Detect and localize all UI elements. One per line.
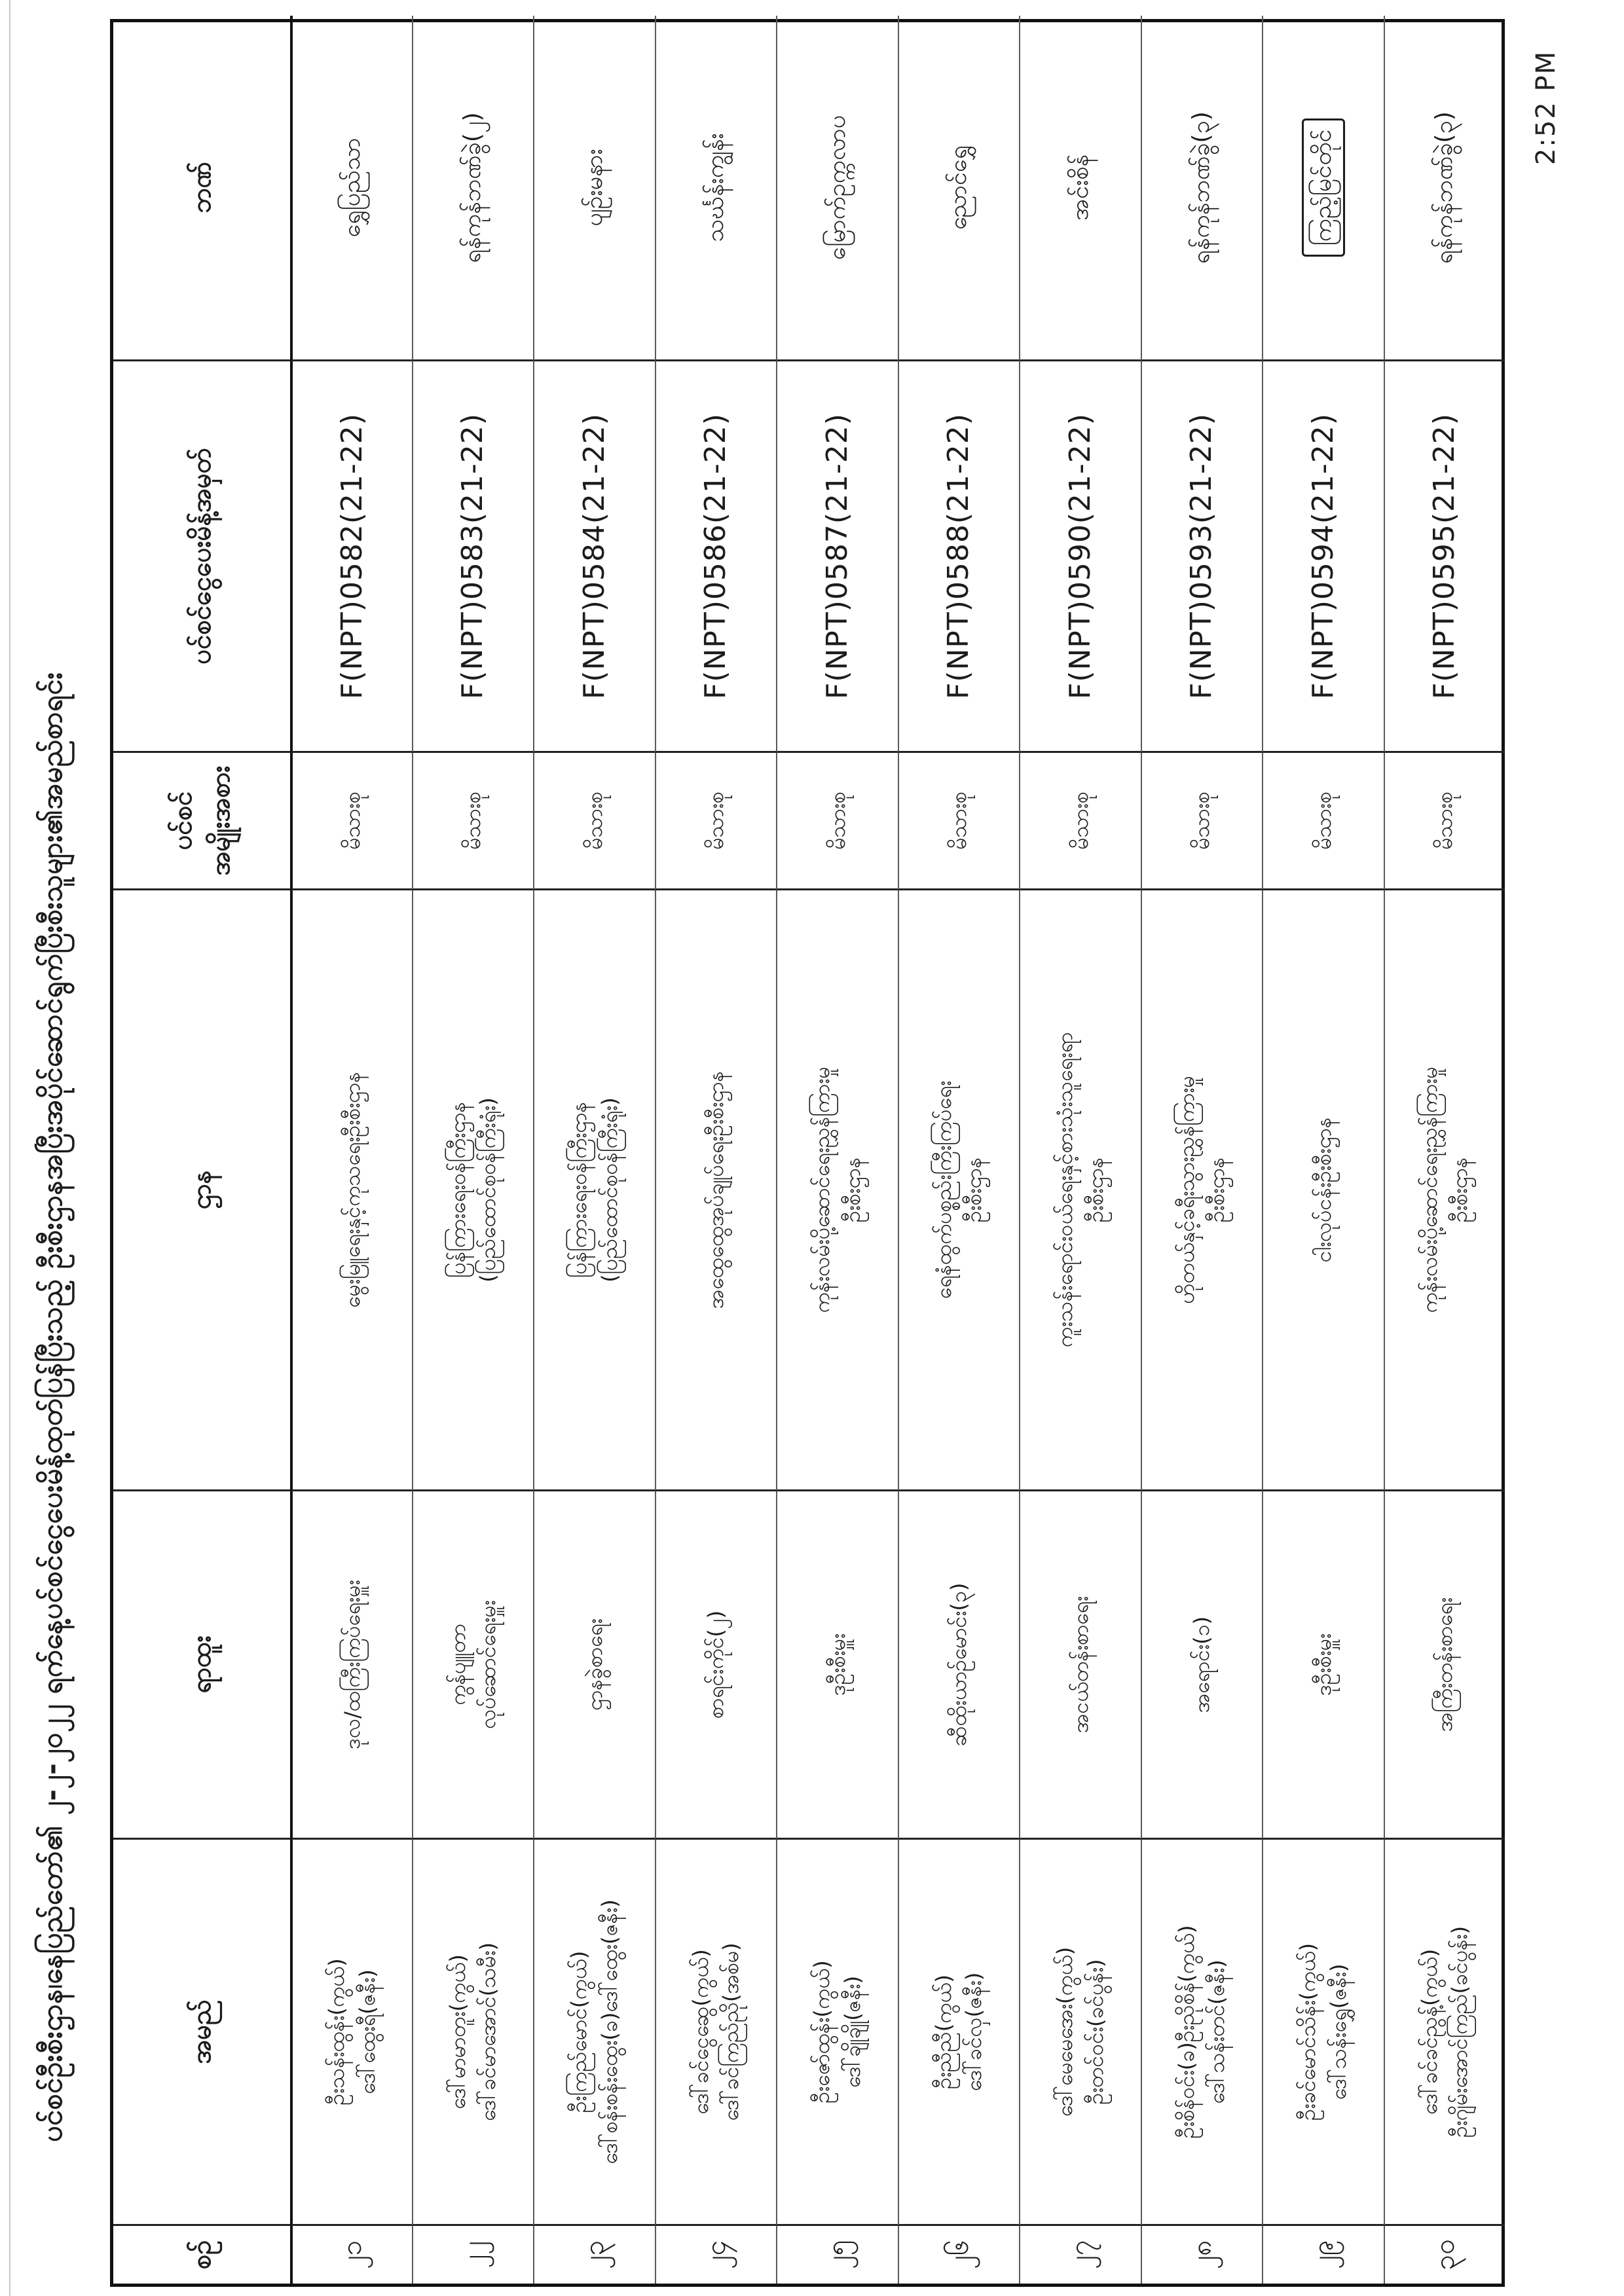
- order-no-value: F(NPT)0590(21-22): [1063, 412, 1097, 700]
- row-name-cell: [1384, 1840, 1505, 2226]
- position-line: အငယ်တန်းစာရေး: [1067, 1595, 1093, 1734]
- row-serial: [412, 2226, 534, 2284]
- row-department-cell: [1262, 890, 1384, 1491]
- row-pension-type-cell: [655, 753, 777, 890]
- serial-value: ၃၀: [1428, 2239, 1460, 2270]
- department-line: ကုန်းလမ်းပို့ဆောင်ရေးညွှန်ကြားမှု: [809, 1066, 835, 1313]
- row-name-cell: [412, 1840, 534, 2226]
- row-position-cell: [533, 1491, 655, 1840]
- name-line: ဦးစိန်ဝင်း(ခ)ဦးညိုစိန်(ကွယ်): [1173, 1925, 1199, 2139]
- order-no-value: F(NPT)0595(21-22): [1428, 412, 1462, 700]
- header-bank: [113, 16, 290, 361]
- department-line: အထွေထွေအုပ်ချုပ်ရေးဦးစီးဌာန: [703, 1071, 729, 1309]
- department-line: ဦးစီးဌာန: [1082, 1157, 1108, 1223]
- header-position-label: ရာထူး: [187, 1635, 217, 1694]
- name-line: ဒေါ်စန်းစန်းထွေး(ခ)ဒေါ်ထွေး(ဇနီး): [597, 1899, 622, 2164]
- pension-type-value: မိသားစု: [1189, 792, 1215, 850]
- name-line: ဒေါ်ခင်လှ(ဇနီး): [961, 1972, 987, 2092]
- row-pension-type-cell: [898, 753, 1020, 890]
- header-serial: [113, 2226, 290, 2284]
- row-name-cell: [655, 1840, 777, 2226]
- row-position-cell: [1262, 1491, 1384, 1840]
- bank-line: ရန်ကုန်ဘဏ်ခွဲ(၃): [1431, 111, 1458, 264]
- department-line: ပြန်ကြားရေးဝန်ကြီးဌာန: [566, 1102, 592, 1278]
- row-serial: [1262, 2226, 1384, 2284]
- name-line: ဦးတင်ဝင်း(ခင်ပွန်း): [1082, 1959, 1108, 2105]
- order-no-value: F(NPT)0594(21-22): [1306, 412, 1340, 700]
- pension-type-value: မိသားစု: [460, 792, 486, 850]
- serial-value: ၂၄: [699, 2240, 731, 2270]
- row-department-cell: [1141, 890, 1263, 1491]
- row-pension-type-cell: [290, 753, 412, 890]
- row-serial: [1141, 2226, 1263, 2284]
- row-pension-type-cell: [412, 753, 534, 890]
- position-line: ဒုဦးစီးမှူး: [1310, 1633, 1336, 1696]
- row-order-no-cell: [533, 361, 655, 753]
- department-line: ကုန်းလမ်းပို့ဆောင်ရေးညွှန်ကြားမှု: [1416, 1066, 1442, 1313]
- row-bank-cell: [1384, 16, 1505, 361]
- bank-line-annotation-box: ကြည့်မြင်တိုင်: [1302, 118, 1345, 257]
- name-line: ဒေါ်သန်းတင်(ဇနီး): [1204, 1959, 1230, 2104]
- row-order-no-cell: [1262, 361, 1384, 753]
- department-line: (ပြည်ထောင်စုဝန်ကြီးရုံး): [475, 1097, 501, 1283]
- position-line: စာရင်းကိုင်(၂): [703, 1610, 729, 1719]
- header-department: [113, 890, 290, 1491]
- row-department-cell: [655, 890, 777, 1491]
- order-no-value: F(NPT)0582(21-22): [335, 412, 369, 700]
- header-pension-type: [113, 753, 290, 890]
- pension-table: [110, 19, 1505, 2287]
- position-line: ဆီထိုးယာဉ်မောင်း(၃): [946, 1582, 972, 1747]
- row-name-cell: [290, 1840, 412, 2226]
- department-line: ဦးစီးဌာန: [1204, 1157, 1230, 1223]
- row-department-cell: [412, 890, 534, 1491]
- row-name-cell: [533, 1840, 655, 2226]
- bank-line: ရန်ကုန်ဘဏ်ခွဲ(၂): [459, 112, 487, 263]
- row-order-no-cell: [412, 361, 534, 753]
- row-name-cell: [1141, 1840, 1263, 2226]
- row-pension-type-cell: [776, 753, 898, 890]
- pension-type-value: မိသားစု: [1067, 792, 1093, 850]
- serial-value: ၂၁: [335, 2240, 368, 2270]
- row-department-cell: [898, 890, 1020, 1491]
- row-position-cell: [290, 1491, 412, 1840]
- row-position-cell: [898, 1491, 1020, 1840]
- bank-line: ညောင်ရွှေ: [945, 145, 972, 230]
- bank-line: သင်္ဃန်းကျွန်း: [702, 133, 729, 242]
- name-line: ဒေါ်မာမာတူး(ကွယ်): [445, 1954, 470, 2109]
- position-line: ဌာနခွဲစာရေး: [581, 1618, 607, 1711]
- pension-type-value: မိသားစု: [703, 792, 729, 850]
- row-bank-cell: [1262, 16, 1384, 361]
- row-serial: [1019, 2226, 1141, 2284]
- row-serial: [898, 2226, 1020, 2284]
- bank-line: မြောက်ဥက္ကလာပ: [823, 115, 851, 261]
- header-position: [113, 1491, 290, 1840]
- department-line: မွေးမြူရေးနှင့်ကုသရေးဦးစီးဌာန: [339, 1072, 365, 1308]
- bank-line: အင်းစိန်: [1066, 154, 1094, 221]
- position-line: အကြီးတန်းစာရေး: [1432, 1597, 1458, 1732]
- row-serial: [290, 2226, 412, 2284]
- header-order-no-label: ပင်စင်ငွေပေးမိန့်အမှတ်: [187, 448, 217, 665]
- name-line: ဦးကြည်မောင်(ကွယ်): [566, 1950, 592, 2113]
- bank-line: ပျဉ်းမနား: [580, 149, 608, 227]
- name-line: ဒေါ်ချိုချို(ဇနီး): [840, 1975, 865, 2088]
- row-order-no-cell: [1019, 361, 1141, 753]
- order-no-value: F(NPT)0587(21-22): [820, 412, 854, 700]
- name-line: ဦးဂျိမ်းအောင်ကြည်(ခင်ပွန်း): [1447, 1925, 1473, 2138]
- row-serial: [533, 2226, 655, 2284]
- row-bank-cell: [412, 16, 534, 361]
- header-department-label: ဌာန: [187, 1170, 217, 1210]
- position-line: အရောင်း(၁): [1189, 1616, 1215, 1713]
- row-pension-type-cell: [1141, 753, 1263, 890]
- name-line: ဦးသန်းထွန်း(ကွယ်): [324, 1958, 350, 2105]
- position-line: ဒုလ/ထကြီးကြပ်ရေးမှူး: [339, 1580, 365, 1749]
- row-bank-cell: [290, 16, 412, 361]
- row-position-cell: [1384, 1491, 1505, 1840]
- department-line: ငါးလုပ်ငန်းဦးစီးဌာန: [1310, 1117, 1336, 1263]
- row-name-cell: [1262, 1840, 1384, 2226]
- department-line: ဟိုတယ်နှင့်ခရီးသွားညွှန်ကြားမှု: [1173, 1076, 1199, 1304]
- row-department-cell: [776, 890, 898, 1491]
- pension-type-value: မိသားစု: [824, 792, 850, 850]
- name-line: ဒေါ်သန်းရွှေ(ဇနီး): [1325, 1963, 1351, 2100]
- row-position-cell: [655, 1491, 777, 1840]
- order-no-value: F(NPT)0588(21-22): [942, 412, 976, 700]
- pension-type-value: မိသားစု: [1310, 792, 1336, 850]
- row-pension-type-cell: [1262, 753, 1384, 890]
- row-serial: [655, 2226, 777, 2284]
- position-line: လုပ်ဆောင်ရေးမှူး: [475, 1600, 501, 1729]
- serial-value: ၂၇: [1063, 2240, 1096, 2270]
- row-department-cell: [290, 890, 412, 1491]
- department-line: ကူးသန်းရောင်းဝယ်ရေးနှင့်စားသုံးသူရေးရာ: [1052, 1032, 1078, 1348]
- name-line: ဦးခင်မောင်သိန်း(ကွယ်): [1295, 1942, 1321, 2121]
- row-pension-type-cell: [1019, 753, 1141, 890]
- header-pension-type-line2: အမျိုးအစား: [206, 765, 236, 876]
- header-serial-label: စဉ်: [187, 2240, 217, 2270]
- name-line: ဦးဇော်ထွန်း(ကွယ်): [809, 1960, 835, 2104]
- row-name-cell: [1019, 1840, 1141, 2226]
- department-line: ဦးစီးဌာန: [1447, 1157, 1473, 1223]
- row-order-no-cell: [1384, 361, 1505, 753]
- row-bank-cell: [533, 16, 655, 361]
- department-line: (ပြည်ထောင်စုဝန်ကြီးရုံး): [597, 1097, 622, 1283]
- screenshot-timestamp: 2:52 PM: [1531, 50, 1561, 165]
- serial-value: ၂၃: [578, 2240, 610, 2270]
- name-line: ဒေါ်မေမေအေး(ကွယ်): [1052, 1946, 1078, 2117]
- row-pension-type-cell: [533, 753, 655, 890]
- header-name: [113, 1840, 290, 2226]
- name-line: ဒေါ်ခင်ကြည်ညို(အစ်မ): [718, 1942, 744, 2121]
- row-bank-cell: [655, 16, 777, 361]
- row-order-no-cell: [290, 361, 412, 753]
- bank-line: ရန်ကုန်ဘဏ်ခွဲ(၃): [1188, 111, 1215, 264]
- document-title: ပင်စင်ဦးစီးဌာန၊နေပြည်တော်၏ ၂-၂-၂၀၂၂ ရက်နေ့ပင်စင်ငွေပေးမိန့်ထုတ်ပြန်ပြီးသည့် ဦးစီးဌာနအပြီးအပိုင်ဆောင်ရွက်ပြီးစီးသူများ၏အမည်စာရင်း: [36, 672, 69, 2142]
- row-position-cell: [412, 1491, 534, 1840]
- name-line: ဒေါ်ခင်မာအောင်(သမီး): [475, 1942, 501, 2122]
- row-bank-cell: [1019, 16, 1141, 361]
- row-department-cell: [1384, 890, 1505, 1491]
- name-line: ဒေါ်ထွေးရီ(ဇနီး): [354, 1969, 380, 2094]
- row-name-cell: [898, 1840, 1020, 2226]
- pension-type-value: မိသားစု: [946, 792, 972, 850]
- row-position-cell: [776, 1491, 898, 1840]
- header-pension-type-line1: ပင်စင်: [168, 791, 198, 850]
- row-order-no-cell: [655, 361, 777, 753]
- row-department-cell: [533, 890, 655, 1491]
- serial-value: ၂၉: [1306, 2240, 1339, 2270]
- name-line: ဒေါ်ခင်ခင်ညွန့်(ကွယ်): [1416, 1948, 1442, 2115]
- name-line: ဦးညီညီ(ကွယ်): [931, 1974, 956, 2090]
- row-bank-cell: [776, 16, 898, 361]
- department-line: ရေနံထွက်ပစ္စည်းကြီးကြပ်ရေး: [931, 1080, 956, 1300]
- position-line: ဒုဦးစီးမှူး: [824, 1633, 850, 1696]
- row-name-cell: [776, 1840, 898, 2226]
- bank-line: ရွှေပြည်သာ: [338, 137, 365, 238]
- department-line: ပြန်ကြားရေးဝန်ကြီးဌာန: [445, 1102, 470, 1278]
- serial-value: ၂၅: [821, 2240, 853, 2270]
- position-line: ကွန်ပျူတာ: [445, 1624, 470, 1705]
- order-no-value: F(NPT)0583(21-22): [456, 412, 490, 700]
- header-name-label: အမည်: [187, 1999, 217, 2064]
- row-order-no-cell: [1141, 361, 1263, 753]
- header-order-no: [113, 361, 290, 753]
- row-position-cell: [1141, 1491, 1263, 1840]
- row-bank-cell: [898, 16, 1020, 361]
- row-order-no-cell: [776, 361, 898, 753]
- serial-value: ၂၈: [1185, 2240, 1217, 2270]
- row-position-cell: [1019, 1491, 1141, 1840]
- pension-type-value: မိသားစု: [1432, 792, 1458, 850]
- pension-type-value: မိသားစု: [339, 792, 365, 850]
- department-line: ဦးစီးဌာန: [961, 1157, 987, 1223]
- order-no-value: F(NPT)0586(21-22): [699, 412, 733, 700]
- serial-value: ၂၆: [942, 2240, 974, 2270]
- row-order-no-cell: [898, 361, 1020, 753]
- serial-value: ၂၂: [456, 2241, 489, 2269]
- row-pension-type-cell: [1384, 753, 1505, 890]
- header-bank-label: ဘဏ်: [187, 162, 217, 213]
- row-department-cell: [1019, 890, 1141, 1491]
- row-serial: [776, 2226, 898, 2284]
- department-line: ဦးစီးဌာန: [840, 1157, 865, 1223]
- row-bank-cell: [1141, 16, 1263, 361]
- row-serial: [1384, 2226, 1505, 2284]
- name-line: ဒေါ်ခင်ငွေဆွေ(ကွယ်): [688, 1949, 713, 2115]
- pension-type-value: မိသားစု: [581, 792, 607, 850]
- order-no-value: F(NPT)0593(21-22): [1185, 412, 1219, 700]
- order-no-value: F(NPT)0584(21-22): [577, 412, 611, 700]
